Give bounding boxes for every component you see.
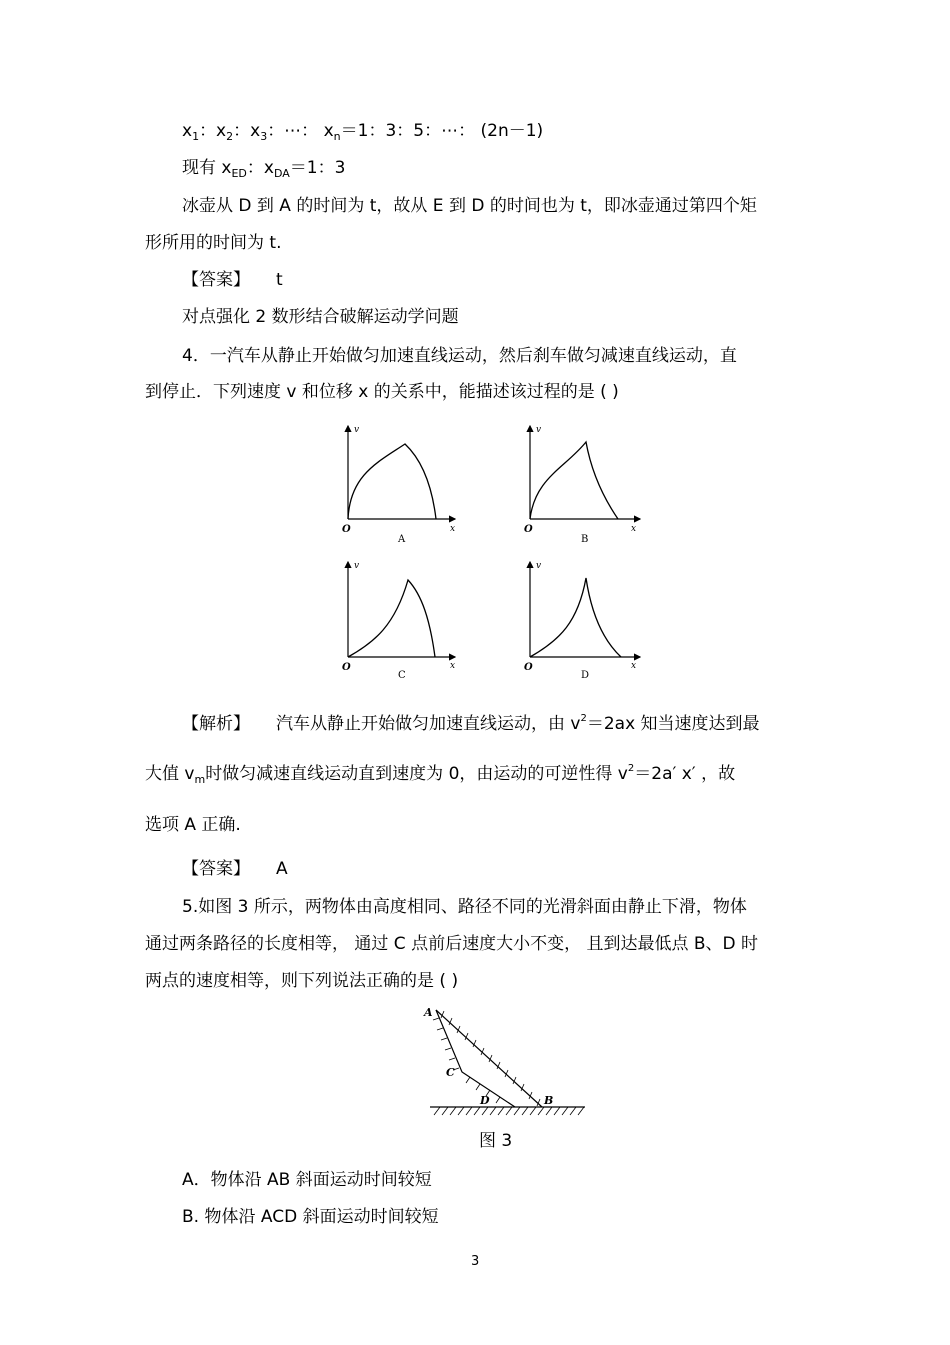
ratio-text: ：x <box>199 121 227 141</box>
incline-acd <box>436 1010 515 1107</box>
graph-b <box>524 425 640 545</box>
question-5-line: 通过两条路径的长度相等， 通过 C 点前后速度大小不变， 且到达最低点 B、D 时 <box>145 934 759 954</box>
page-number: 3 <box>471 1254 480 1269</box>
ratio-text: ：x <box>233 121 261 141</box>
ratio-text: x <box>182 121 193 141</box>
analysis-text: 汽车从静止开始做匀加速直线运动，由 v <box>276 714 581 734</box>
answer-line <box>182 858 288 880</box>
point-a-label: A <box>424 1006 433 1019</box>
analysis-text: ＝2ax 知当速度达到最 <box>586 714 760 734</box>
figure-caption: 图 3 <box>479 1131 513 1151</box>
answer-label: 【答案】 <box>182 859 250 879</box>
x-label: x <box>631 524 637 534</box>
graph-label: C <box>398 670 406 681</box>
question-5-line: 5.如图 3 所示，两物体由高度相同、路径不同的光滑斜面由静止下滑，物体 <box>182 897 747 917</box>
subscript: m <box>194 773 206 786</box>
curve <box>348 444 436 519</box>
graph-d <box>524 561 640 681</box>
ratio-line <box>182 120 543 144</box>
point-b-label: B <box>544 1094 554 1107</box>
vx-graphs-figure <box>330 420 660 690</box>
analysis-label: 【解析】 <box>182 714 250 734</box>
curve <box>530 442 618 519</box>
graph-c <box>342 561 455 681</box>
answer-value: A <box>276 859 288 879</box>
graph-a <box>342 425 455 545</box>
ground-hatching <box>434 1107 584 1115</box>
analysis-text: 大值 v <box>145 764 195 784</box>
analysis-line: 选项 A 正确. <box>145 815 241 835</box>
subscript: 2 <box>226 130 234 143</box>
option-a: A．物体沿 AB 斜面运动时间较短 <box>182 1170 432 1190</box>
exist-text: ：x <box>246 158 274 178</box>
v-label: v <box>354 561 360 571</box>
section-title: 对点强化 2 数形结合破解运动学问题 <box>182 307 459 327</box>
paragraph-line: 形所用的时间为 t. <box>145 233 282 253</box>
origin-label: O <box>342 524 351 535</box>
analysis-text: 时做匀减速直线运动直到速度为 0，由运动的可逆性得 v <box>205 764 628 784</box>
v-label: v <box>536 425 542 435</box>
subscript: DA <box>273 167 290 180</box>
x-label: x <box>450 524 456 534</box>
answer-label: 【答案】 <box>182 270 250 290</box>
origin-label: O <box>524 524 533 535</box>
superscript: 2 <box>627 763 635 774</box>
x-label: x <box>631 661 637 671</box>
analysis-line <box>145 763 735 788</box>
incline-ac-hatching <box>433 1018 459 1070</box>
curve <box>530 578 621 657</box>
answer-line <box>182 269 283 291</box>
subscript: ED <box>231 167 247 180</box>
x-label: x <box>450 661 456 671</box>
subscript: 1 <box>192 130 200 143</box>
point-d-label: D <box>480 1094 490 1107</box>
subscript: 3 <box>260 130 268 143</box>
question-5-line: 两点的速度相等，则下列说法正确的是 ( ) <box>145 971 459 991</box>
ratio-text: ＝1：3：5：⋯： (2n－1) <box>340 121 544 141</box>
answer-value: t <box>276 270 283 290</box>
graph-label: D <box>581 670 590 681</box>
ratio-text: ：⋯： x <box>267 121 334 141</box>
exist-line <box>182 157 345 181</box>
question-4-line: 4．一汽车从静止开始做匀加速直线运动，然后刹车做匀减速直线运动，直 <box>182 346 737 366</box>
subscript: n <box>333 130 341 143</box>
origin-label: O <box>342 662 351 673</box>
paragraph-line: 冰壶从 D 到 A 的时间为 t，故从 E 到 D 的时间也为 t，即冰壶通过第四个矩 <box>182 196 757 216</box>
exist-text: 现有 x <box>182 158 232 178</box>
exist-text: ＝1：3 <box>289 158 346 178</box>
v-label: v <box>536 561 542 571</box>
superscript: 2 <box>580 713 587 724</box>
v-label: v <box>354 425 360 435</box>
point-c-label: C <box>446 1066 455 1079</box>
curve <box>348 580 435 657</box>
incline-figure <box>420 1000 590 1120</box>
question-4-line: 到停止．下列速度 v 和位移 x 的关系中，能描述该过程的是 ( ) <box>145 382 619 402</box>
analysis-line <box>182 713 760 738</box>
incline-ab <box>436 1010 542 1107</box>
graph-label: A <box>398 534 406 545</box>
analysis-text: ＝2a′ x′ ，故 <box>634 764 736 784</box>
graph-label: B <box>581 534 589 545</box>
origin-label: O <box>524 662 533 673</box>
option-b: B. 物体沿 ACD 斜面运动时间较短 <box>182 1207 439 1227</box>
